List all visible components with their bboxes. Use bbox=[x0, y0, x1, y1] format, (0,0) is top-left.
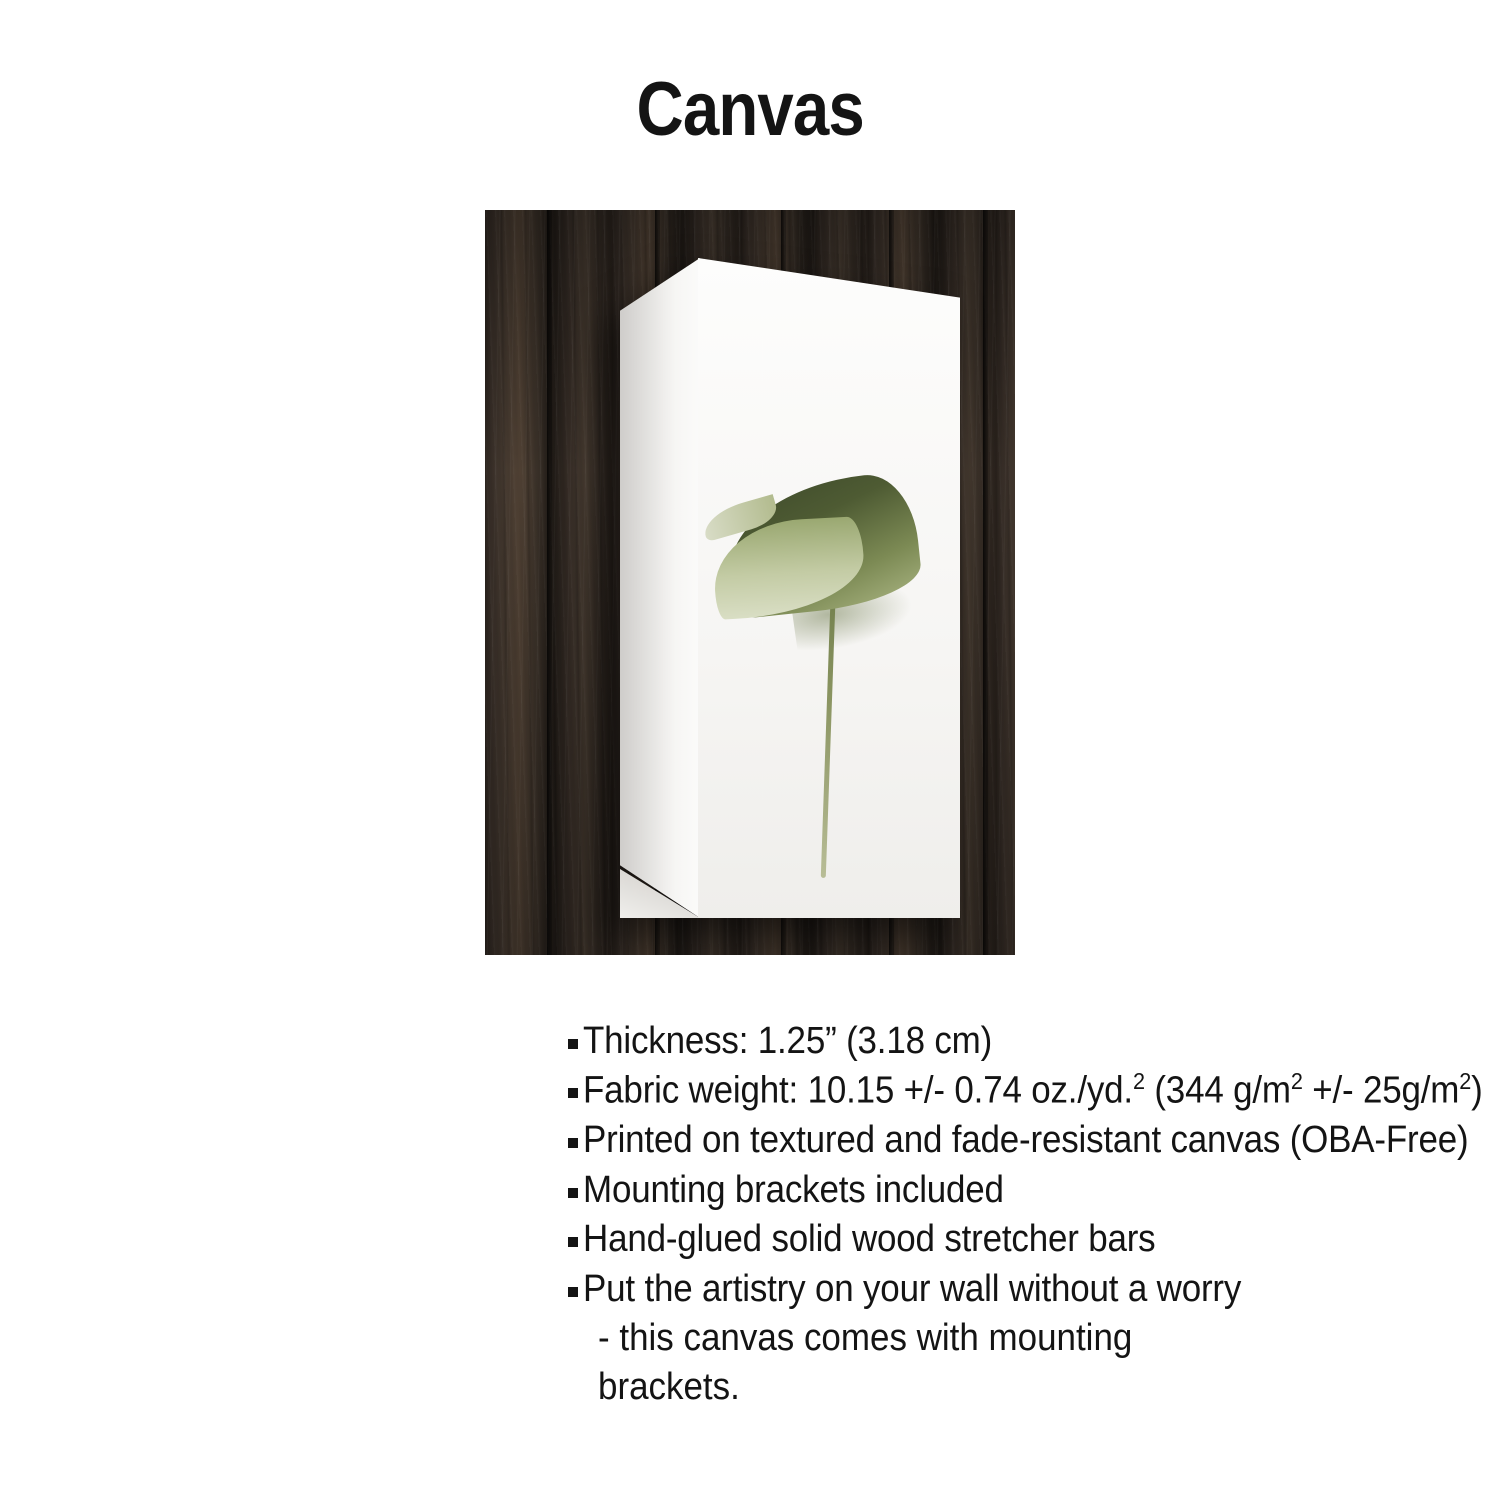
wood-plank-seam bbox=[983, 210, 988, 955]
bullet-icon bbox=[568, 1287, 578, 1297]
canvas-front-face bbox=[698, 258, 960, 918]
bullet-icon bbox=[568, 1088, 578, 1098]
bullet-icon bbox=[568, 1039, 578, 1049]
bullet-icon bbox=[568, 1138, 578, 1148]
spec-list bbox=[250, 1017, 1483, 1413]
spec-stretcher-bars: Hand-glued solid wood stretcher bars bbox=[583, 1218, 1156, 1261]
list-item bbox=[568, 1265, 1250, 1314]
bullet-icon bbox=[568, 1237, 578, 1247]
spec-mounting-brackets: Mounting brackets included bbox=[583, 1168, 1004, 1211]
spec-artistry: Put the artistry on your wall without a worry bbox=[583, 1267, 1242, 1310]
spec-artistry-continuation bbox=[568, 1314, 1250, 1413]
list-item bbox=[568, 1066, 1483, 1116]
product-image bbox=[485, 210, 1015, 955]
canvas-depth-edge bbox=[620, 258, 700, 918]
page-title: Canvas bbox=[636, 67, 864, 152]
list-item bbox=[568, 1017, 1250, 1066]
bullet-icon bbox=[568, 1188, 578, 1198]
list-item bbox=[568, 1215, 1250, 1264]
list-item bbox=[568, 1116, 1469, 1165]
spec-print-quality: Printed on textured and fade-resistant canvas (OBA-Free) bbox=[583, 1119, 1469, 1162]
spec-fabric-weight: Fabric weight: 10.15 +/- 0.74 oz./yd.$^2$ (344 $g/m^2$ +/- $25g/m^2$) bbox=[583, 1068, 1483, 1113]
wood-plank-seam bbox=[547, 210, 552, 955]
spec-artistry-continuation-text: - this canvas comes with mounting brackets. bbox=[598, 1317, 1133, 1409]
spec-thickness: Thickness: 1.25” (3.18 cm) bbox=[583, 1020, 993, 1062]
canvas-mockup bbox=[620, 258, 960, 918]
list-item bbox=[568, 1166, 1250, 1215]
